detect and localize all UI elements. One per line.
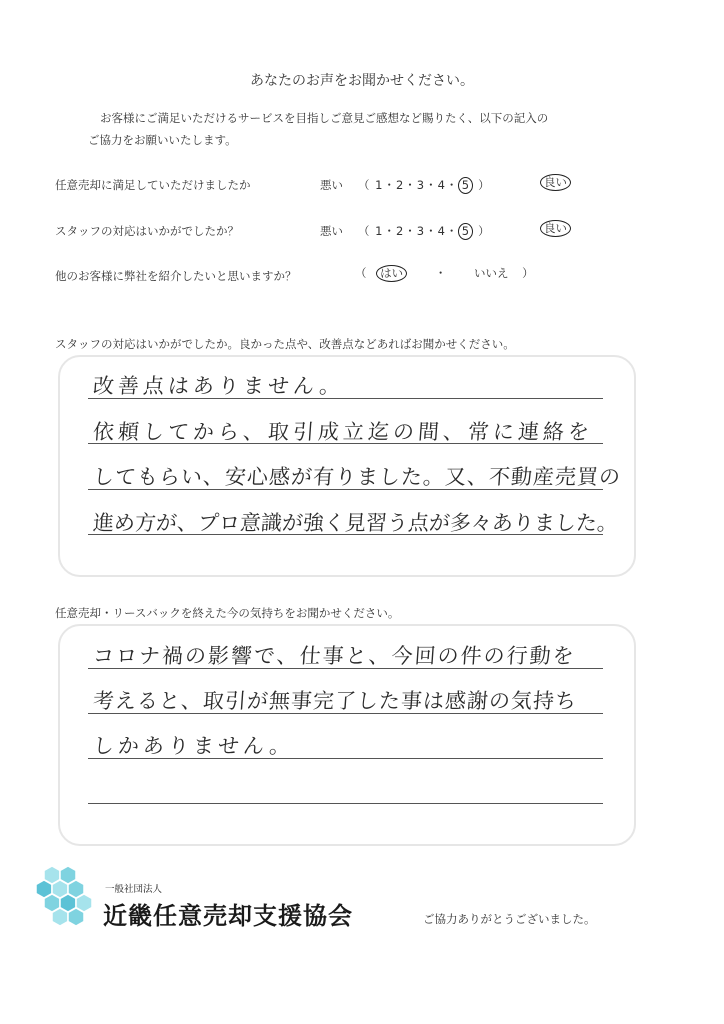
question-staff-bad: 悪い: [320, 224, 343, 238]
section1-answer-line-3: してもらい、安心感が有りました。又、不動産売買の: [92, 465, 622, 489]
thanks-message: ご協力ありがとうございました。: [423, 912, 596, 926]
section2-label: 任意売却・リースバックを終えた今の気持ちをお聞かせください。: [55, 606, 400, 620]
section1-answer-line-1: 改善点はありません。: [92, 374, 346, 398]
question-satisfaction: 任意売却に満足していただけましたか: [55, 178, 251, 192]
hexagon-logo-icon: [30, 862, 96, 932]
logo-subtitle: 一般社団法人: [105, 884, 163, 895]
logo-name: 近畿任意売却支援協会: [103, 902, 353, 930]
section1-answer-line-4: 進め方が、プロ意識が強く見習う点が多々ありました。: [92, 511, 619, 535]
selected-rating-mark[interactable]: 5: [458, 177, 473, 194]
section1-label: スタッフの対応はいかがでしたか。良かった点や、改善点などあればお聞かせください。: [55, 337, 515, 351]
section2-answer-line-1: コロナ禍の影響で、仕事と、今回の件の行動を: [92, 644, 577, 668]
question-referral: 他のお客様に弊社を紹介したいと思いますか？: [55, 269, 297, 283]
question-staff: スタッフの対応はいかがでしたか？: [55, 224, 239, 238]
section2-answer-line-2: 考えると、取引が無事完了した事は感謝の気持ち: [92, 689, 578, 713]
question-staff-good[interactable]: 良い: [540, 220, 571, 237]
question-satisfaction-bad: 悪い: [320, 178, 343, 192]
section1-answer-line-2: 依頼してから、取引成立迄の間、常に連絡を: [92, 420, 594, 444]
section2-answer-line-3: しかありません。: [92, 734, 296, 758]
question-staff-scale: （ 1・2・3・4・ 5 ）: [358, 224, 491, 238]
referral-no[interactable]: いいえ: [473, 266, 509, 280]
intro-line-1: お客様にご満足いただけるサービスを目指しご意見ご感想など賜りたく、以下の記入の: [100, 111, 549, 125]
referral-options: （ はい ・ いいえ ）: [355, 266, 534, 280]
intro-line-2: ご協力をお願いいたします。: [88, 133, 237, 147]
selected-rating-mark[interactable]: 5: [458, 223, 473, 240]
referral-yes[interactable]: はい: [376, 265, 407, 282]
ruled-line: [88, 803, 603, 804]
page-title: あなたのお声をお聞かせください。: [250, 73, 474, 89]
question-satisfaction-scale: （ 1・2・3・4・ 5 ）: [358, 178, 491, 192]
question-satisfaction-good[interactable]: 良い: [540, 174, 571, 191]
